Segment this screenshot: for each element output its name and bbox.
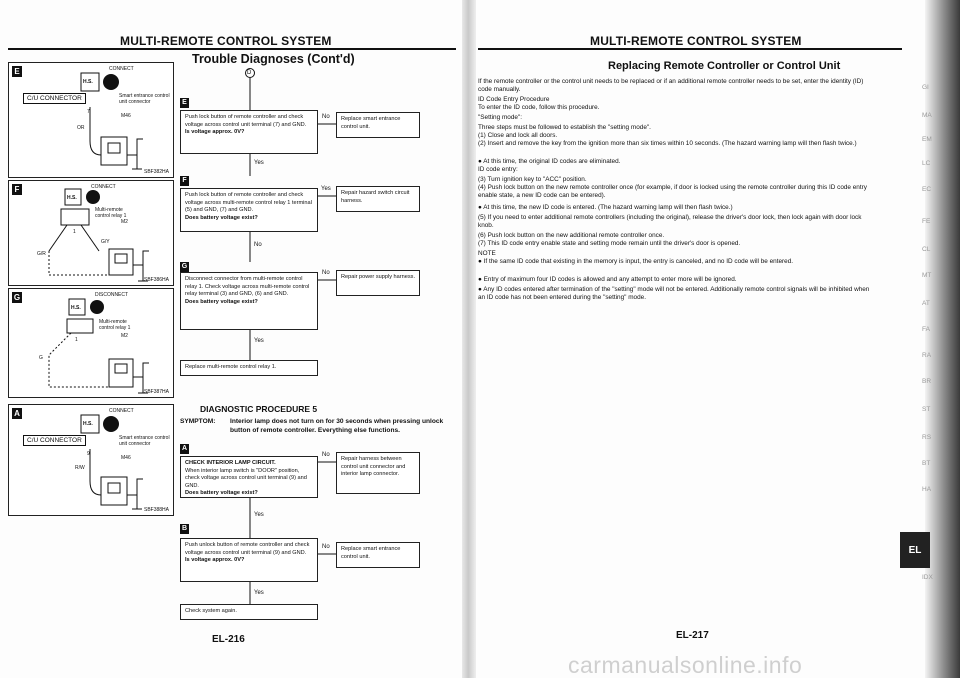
hs-badge: H.S. <box>71 305 81 311</box>
cu-connector-box: C/U CONNECTOR <box>23 93 86 104</box>
margin-tab[interactable]: IDX <box>922 574 933 581</box>
no-result-box: Repair hazard switch circuit harness. <box>336 186 420 212</box>
flow-end-box: Check system again. <box>180 604 318 620</box>
no-label: No <box>322 270 330 276</box>
no-result-box: Replace smart entrance control unit. <box>336 112 420 138</box>
step-3: (3) Turn ignition key to "ACC" position. <box>478 176 587 183</box>
step-2: (2) Insert and remove the key from the ignition more than six times within 10 seconds. (The hazard warning lamp will then flash twice.) <box>478 140 857 147</box>
margin-tab[interactable]: HA <box>922 486 932 493</box>
margin-tab[interactable]: FE <box>922 218 931 225</box>
yes-label: Yes <box>254 338 264 344</box>
terminal-number: 9 <box>87 451 90 457</box>
note-heading: NOTE <box>478 250 496 257</box>
no-label: No <box>322 114 330 120</box>
fig-label-connect: CONNECT <box>91 184 116 190</box>
step-5: (5) If you need to enter additional remote controllers (including the original), release the driver's door lock, then lock again with door lock knob. <box>478 214 862 230</box>
step-1: (1) Close and lock all doors. <box>478 132 558 139</box>
step-heading: CHECK INTERIOR LAMP CIRCUIT. <box>185 460 276 466</box>
step-6: (6) Push lock button on the new additional remote controller once. <box>478 232 665 239</box>
fig-label-connect: CONNECT <box>109 66 134 72</box>
step-question: Does battery voltage exist? <box>185 298 258 305</box>
no-result-box: Repair power supply harness. <box>336 270 420 296</box>
flow-step-box <box>180 272 318 330</box>
margin-tab[interactable]: RA <box>922 352 932 359</box>
figure-code: SBF387HA <box>143 389 169 395</box>
figure-code: SBF388HA <box>143 507 169 513</box>
bullet-2-text: At this time, the new ID code is entered. (The hazard warning lamp will then flash twice.) <box>483 204 733 211</box>
id-entry-heading: ID code entry: <box>478 166 518 173</box>
symptom-text: Interior lamp does not turn on for 30 seconds when pressing unlock button of remote controller. Everything else functions. <box>230 418 444 434</box>
left-page-subheader: Trouble Diagnoses (Cont'd) <box>192 52 355 66</box>
step-text: Push unlock button of remote controller and check voltage across control unit terminal (9) and GND. <box>185 542 310 556</box>
symptom-label: SYMPTOM: <box>180 418 216 425</box>
intro-paragraph: If the remote controller or the control unit needs to be replaced or if an additional remote controller needs to be set, enter the identity (ID) code manually. <box>478 78 864 94</box>
step-letter: F <box>180 176 189 186</box>
relay-number: M2 <box>121 219 128 225</box>
diagnostic-title: DIAGNOSTIC PROCEDURE 5 <box>200 404 318 414</box>
no-result-box: Replace smart entrance control unit. <box>336 542 420 568</box>
wire-color-1: G/R <box>37 251 46 257</box>
terminal-number: 1 <box>75 337 78 343</box>
no-label: No <box>322 544 330 550</box>
step-letter: G <box>181 263 188 270</box>
note-3-text: Any ID codes entered after termination of the "setting" mode will not be entered. Additionally remote control signals will be inhibited when an ID code has not been entered during the "setting" mode. <box>478 286 870 302</box>
margin-tab[interactable]: LC <box>922 160 931 167</box>
right-page-title: Replacing Remote Controller or Control Unit <box>608 60 841 72</box>
yes-label: Yes <box>321 186 331 192</box>
hs-badge: H.S. <box>83 79 93 85</box>
header-rule <box>478 48 902 50</box>
procedure-intro: To enter the ID code, follow this procedure. <box>478 104 600 111</box>
active-section-tab[interactable]: EL <box>900 532 930 568</box>
margin-tab[interactable]: RS <box>922 434 932 441</box>
note-1: ● If the same ID code that existing in the memory is input, the entry is canceled, and no ID code will be entered. <box>478 258 794 265</box>
step-question: Does battery voltage exist? <box>185 490 258 497</box>
step-text: Push lock button of remote controller and check voltage across multi-remote control relay 1 terminal (5) and GND, (7) and GND. <box>185 192 312 214</box>
connector-label: Smart entrance control unit connector <box>119 435 170 447</box>
left-page-number: EL-216 <box>212 634 245 645</box>
flow-step-box <box>180 538 318 582</box>
step-letter: B <box>181 525 188 532</box>
relay-label: Multi-remote control relay 1 <box>99 319 131 331</box>
margin-tab[interactable]: FA <box>922 326 930 333</box>
wire-color-2: G/Y <box>101 239 110 245</box>
left-page-header: MULTI-REMOTE CONTROL SYSTEM <box>120 34 332 48</box>
margin-tab[interactable]: MA <box>922 112 932 119</box>
watermark: carmanualsonline.info <box>568 652 803 678</box>
margin-tab[interactable]: EM <box>922 136 932 143</box>
setting-mode-heading: "Setting mode": <box>478 114 522 121</box>
margin-tab[interactable]: BR <box>922 378 932 385</box>
flow-end-box: Replace multi-remote control relay 1. <box>180 360 318 376</box>
setting-intro: Three steps must be followed to establish the "setting mode". <box>478 124 651 131</box>
step-question: Is voltage approx. 0V? <box>185 129 245 136</box>
margin-tab[interactable]: EC <box>922 186 932 193</box>
step-letter: A <box>181 445 188 452</box>
no-result-box: Repair harness between control unit connector and interior lamp connector. <box>336 452 420 494</box>
figure-letter: F <box>12 184 22 195</box>
note-1-text: If the same ID code that existing in the memory is input, the entry is canceled, and no ID code will be entered. <box>483 258 794 265</box>
margin-tab[interactable]: BT <box>922 460 931 467</box>
yes-label: Yes <box>254 590 264 596</box>
flow-step-box <box>180 456 318 498</box>
step-letter: E <box>180 98 189 108</box>
yes-label: Yes <box>254 512 264 518</box>
note-3: ● Any ID codes entered after termination of the "setting" mode will not be entered. Additionally remote control signals will be inhibited when an ID code has not been entered during the "setting" mode. <box>478 286 870 302</box>
fig-label-connect: CONNECT <box>109 408 134 414</box>
bullet-2: ● At this time, the new ID code is entered. (The hazard warning lamp will then flash twice.) <box>478 204 733 211</box>
right-page-number: EL-217 <box>676 630 709 641</box>
wire-color: R/W <box>75 465 85 471</box>
connector-label: Smart entrance control unit connector <box>119 93 170 105</box>
margin-tab[interactable]: MT <box>922 272 932 279</box>
step-question: Does battery voltage exist? <box>185 214 258 221</box>
relay-label: Multi-remote control relay 1 <box>95 207 127 219</box>
hs-badge: H.S. <box>67 195 77 201</box>
wire-color: G <box>39 355 43 361</box>
margin-tab[interactable]: CL <box>922 246 931 253</box>
fig-label-disconnect: DISCONNECT <box>95 292 129 298</box>
terminal-number: 7 <box>87 109 90 115</box>
step-text: Disconnect connector from multi-remote control relay 1. Check voltage across multi-remote control relay terminal (3) and GND, (6) and GND. <box>185 276 310 298</box>
figure-code: SBF382HA <box>143 169 169 175</box>
note-2: ● Entry of maximum four ID codes is allowed and any attempt to enter more will be ignored. <box>478 276 737 283</box>
step-text: Push lock button of remote controller and check voltage across control unit terminal (7) and GND. <box>185 114 307 128</box>
note-2-text: Entry of maximum four ID codes is allowed and any attempt to enter more will be ignored. <box>483 276 737 283</box>
figure-letter: A <box>12 408 22 419</box>
figure-code: SBF386HA <box>143 277 169 283</box>
margin-tab[interactable]: GI <box>922 84 929 91</box>
flow-step-box <box>180 110 318 154</box>
connector-number: M46 <box>121 455 131 461</box>
margin-tab[interactable]: ST <box>922 406 931 413</box>
flow-step-box <box>180 188 318 232</box>
figure-letter: G <box>13 293 21 302</box>
no-label: No <box>254 242 262 248</box>
bullet-1: ● At this time, the original ID codes are eliminated. <box>478 158 621 165</box>
step-text: When interior lamp switch is "DOOR" position, check voltage across control unit terminal (9) and GND. <box>185 467 307 489</box>
figure-letter: E <box>12 66 22 77</box>
procedure-heading: ID Code Entry Procedure <box>478 96 550 103</box>
flow-top-marker: D <box>247 70 252 76</box>
right-page-header: MULTI-REMOTE CONTROL SYSTEM <box>590 34 802 48</box>
bullet-1-text: At this time, the original ID codes are eliminated. <box>483 158 621 165</box>
step-7: (7) This ID code entry enable state and setting mode remain until the driver's door is opened. <box>478 240 741 247</box>
margin-tab[interactable]: AT <box>922 300 930 307</box>
yes-label: Yes <box>254 160 264 166</box>
cu-connector-box: C/U CONNECTOR <box>23 435 86 446</box>
relay-number: M2 <box>121 333 128 339</box>
hs-badge: H.S. <box>83 421 93 427</box>
wire-color: OR <box>77 125 85 131</box>
no-label: No <box>322 452 330 458</box>
connector-number: M46 <box>121 113 131 119</box>
terminal-number: 1 <box>73 229 76 235</box>
step-4: (4) Push lock button on the new remote controller once (for example, if door is locked using the remote controller during this ID code entry enable state, a new ID code can be entered). <box>478 184 867 200</box>
step-question: Is voltage approx. 0V? <box>185 557 245 564</box>
